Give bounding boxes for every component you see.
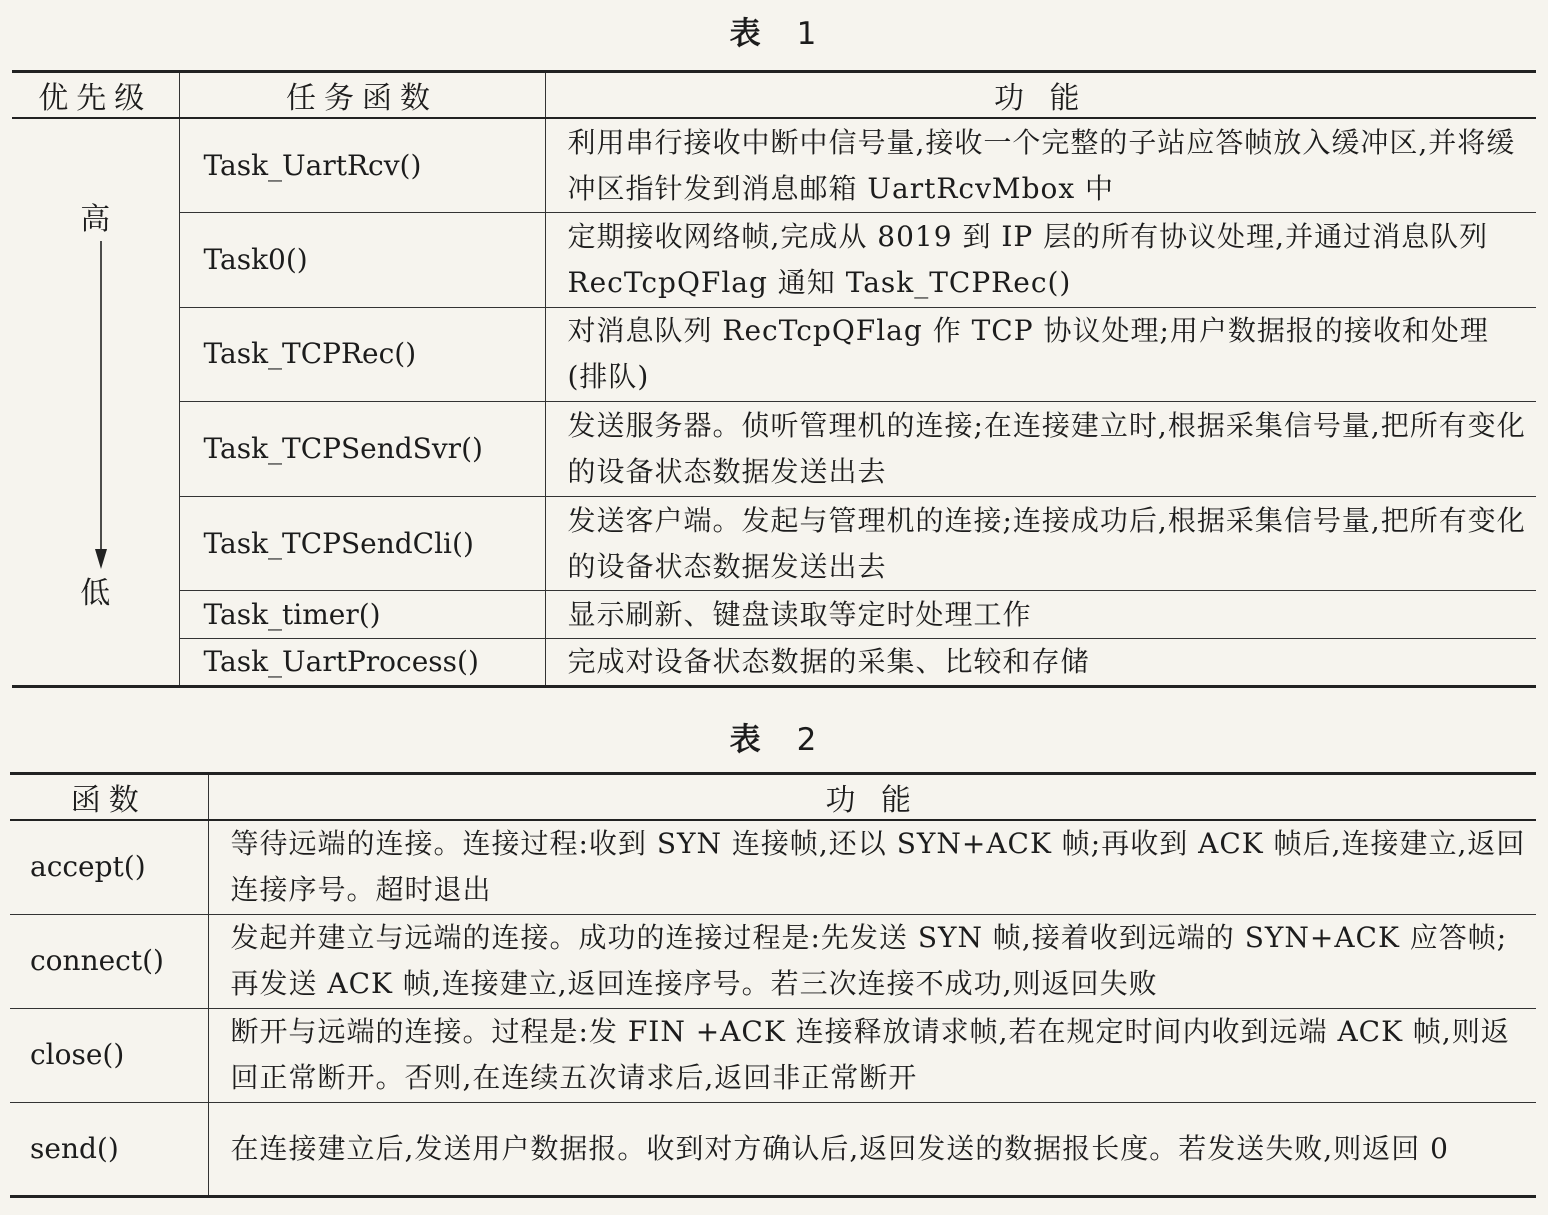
tcp-function-table [10, 772, 1536, 1198]
function-name-cell: close() [10, 1008, 208, 1102]
table-row [12, 213, 1536, 308]
priority-down-arrow-icon [94, 241, 108, 571]
table1-header-row [12, 72, 1536, 119]
table2-caption-label: 表 [729, 722, 763, 758]
table-row [12, 638, 1536, 686]
table-row [12, 591, 1536, 638]
table-row [12, 402, 1536, 497]
task-function-cell: Task0() [179, 213, 545, 308]
task-function-cell: Task_TCPSendCli() [179, 496, 545, 591]
header-function: 函数 [10, 774, 208, 821]
function-name-cell: send() [10, 1102, 208, 1196]
task-description-cell: 利用串行接收中断中信号量,接收一个完整的子站应答帧放入缓冲区,并将缓冲区指针发到消息邮箱 UartRcvMbox 中 [545, 118, 1536, 213]
table-row [12, 496, 1536, 591]
function-name-cell: accept() [10, 820, 208, 914]
task-function-cell: Task_timer() [179, 591, 545, 638]
table-row [12, 118, 1536, 213]
task-function-cell: Task_UartRcv() [179, 118, 545, 213]
priority-indicator [12, 119, 179, 685]
table-row [10, 820, 1536, 914]
task-function-cell: Task_TCPSendSvr() [179, 402, 545, 497]
priority-column [12, 118, 179, 687]
task-description-cell: 发送客户端。发起与管理机的连接;连接成功后,根据采集信号量,把所有变化的设备状态数据发送出去 [545, 496, 1536, 591]
table-row [10, 1102, 1536, 1196]
header-priority: 优先级 [12, 72, 179, 119]
table1-caption-label: 表 [729, 16, 763, 52]
table2-header-row [10, 774, 1536, 821]
task-description-cell: 定期接收网络帧,完成从 8019 到 IP 层的所有协议处理,并通过消息队列 RecTcpQFlag 通知 Task_TCPRec() [545, 213, 1536, 308]
table1-caption [0, 8, 1548, 53]
task-description-cell: 对消息队列 RecTcpQFlag 作 TCP 协议处理;用户数据报的接收和处理(排队) [545, 307, 1536, 402]
table2-caption-number: 2 [796, 722, 819, 758]
function-name-cell: connect() [10, 914, 208, 1008]
table-row [10, 1008, 1536, 1102]
function-description-cell: 断开与远端的连接。过程是:发 FIN +ACK 连接释放请求帧,若在规定时间内收到远端 ACK 帧,则返回正常断开。否则,在连续五次请求后,返回非正常断开 [208, 1008, 1536, 1102]
function-description-cell: 等待远端的连接。连接过程:收到 SYN 连接帧,还以 SYN+ACK 帧;再收到 ACK 帧后,连接建立,返回连接序号。超时退出 [208, 820, 1536, 914]
priority-high-label: 高 [80, 202, 111, 237]
priority-low-label: 低 [80, 576, 111, 611]
task-description-cell: 发送服务器。侦听管理机的连接;在连接建立时,根据采集信号量,把所有变化的设备状态数据发送出去 [545, 402, 1536, 497]
table2-caption [0, 714, 1548, 759]
table1-caption-number: 1 [796, 16, 819, 52]
task-description-cell: 显示刷新、键盘读取等定时处理工作 [545, 591, 1536, 638]
table-row [12, 307, 1536, 402]
function-description-cell: 在连接建立后,发送用户数据报。收到对方确认后,返回发送的数据报长度。若发送失败,则返回 0 [208, 1102, 1536, 1196]
table-row [10, 914, 1536, 1008]
header-function-description: 功 能 [208, 774, 1536, 821]
header-task-function: 任务函数 [179, 72, 545, 119]
header-function-description: 功 能 [545, 72, 1536, 119]
task-function-cell: Task_TCPRec() [179, 307, 545, 402]
task-function-cell: Task_UartProcess() [179, 638, 545, 686]
task-priority-table [12, 70, 1536, 688]
task-description-cell: 完成对设备状态数据的采集、比较和存储 [545, 638, 1536, 686]
function-description-cell: 发起并建立与远端的连接。成功的连接过程是:先发送 SYN 帧,接着收到远端的 SYN+ACK 应答帧;再发送 ACK 帧,连接建立,返回连接序号。若三次连接不成功,则返回失败 [208, 914, 1536, 1008]
